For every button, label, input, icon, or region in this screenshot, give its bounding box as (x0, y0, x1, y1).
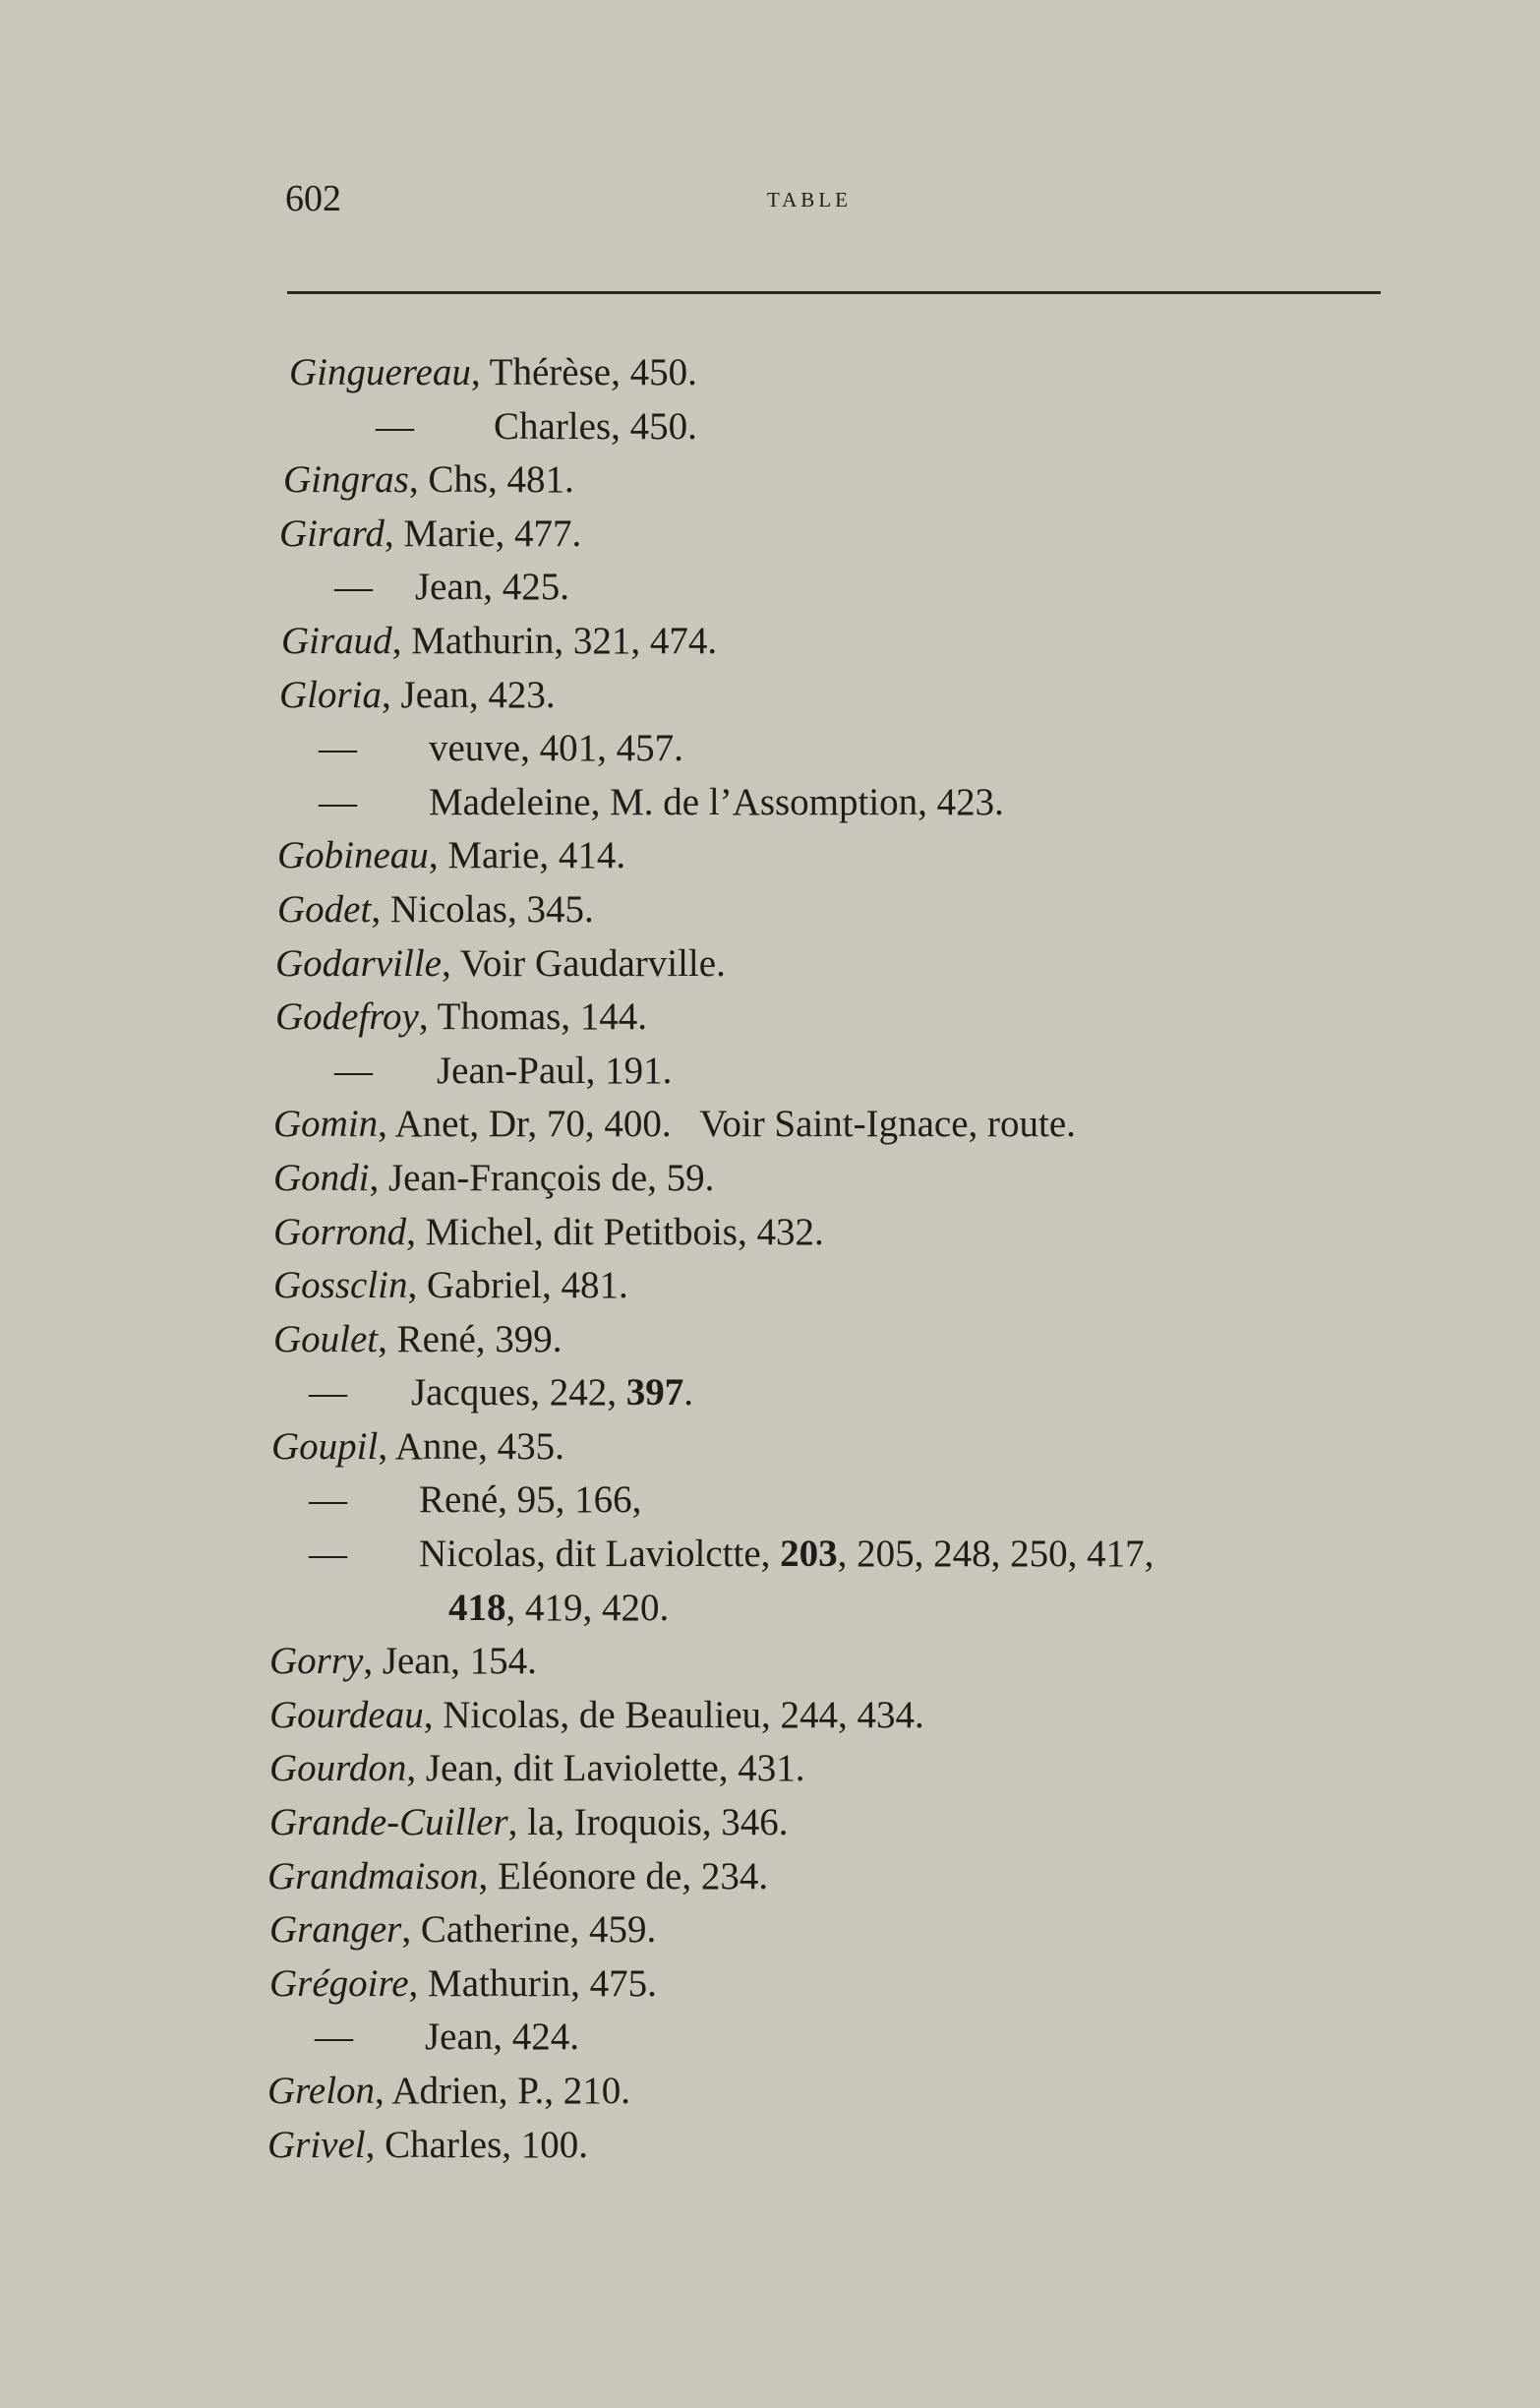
index-entry (266, 1742, 1367, 1796)
index-entry (266, 1420, 1367, 1475)
index-entry (266, 1850, 1367, 1904)
entry-surname: Gondi (273, 1156, 370, 1199)
index-entry (266, 400, 1367, 454)
entry-surname: Grégoire (269, 1961, 409, 2005)
entry-details: Madeleine, M. de l’Assomption, 423. (429, 780, 1004, 823)
entry-details: , Marie, 414. (428, 834, 626, 877)
entry-details: , Eléonore de, 234. (478, 1854, 769, 1897)
entry-surname: Gorry (269, 1640, 364, 1683)
entry-surname: Gourdon (269, 1747, 407, 1790)
index-entry (266, 2065, 1367, 2119)
entry-surname: Gorrond (273, 1210, 407, 1253)
entry-details: , Nicolas, 345. (371, 887, 594, 931)
entry-bold-page: 418 (448, 1586, 506, 1629)
entry-details: René, 95, 166, (419, 1478, 642, 1522)
index-entry (266, 722, 1367, 776)
entry-surname: Ginguereau (289, 351, 471, 393)
entry-dash: — (334, 1049, 373, 1092)
entry-surname: Gobineau (277, 834, 429, 877)
entry-details: , Anne, 435. (378, 1424, 564, 1468)
entry-details: Charles, 450. (494, 404, 697, 448)
entry-details: , la, Iroquois, 346. (507, 1801, 789, 1844)
entry-details: , Jean, dit Laviolette, 431. (406, 1747, 805, 1790)
entry-details: , Adrien, P., 210. (375, 2070, 631, 2112)
index-entry (266, 1635, 1367, 1689)
entry-dash: — (309, 1371, 347, 1415)
index-entry (266, 669, 1367, 723)
entry-surname: Granger (269, 1908, 402, 1952)
index-entry (266, 561, 1367, 615)
entry-surname: Girard (279, 512, 385, 555)
entry-details: Jean-Paul, 191. (437, 1049, 673, 1092)
entry-details: , Jean, 154. (363, 1640, 537, 1683)
index-entry-continuation (266, 1582, 1367, 1636)
entry-details: , René, 399. (378, 1317, 563, 1360)
entry-surname: Gingras (283, 458, 409, 502)
index-entry (266, 453, 1367, 508)
entry-details: Jean, 425. (415, 566, 570, 609)
entry-details: , Voir Gaudarville. (441, 941, 726, 985)
entry-surname: Grelon (267, 2070, 376, 2112)
entry-surname: Gomin (273, 1103, 379, 1146)
index-entry (266, 776, 1367, 830)
entry-surname: Gourdeau (269, 1693, 424, 1736)
entry-dash: — (319, 727, 357, 770)
entry-details: , Chs, 481. (408, 458, 574, 502)
entry-surname: Grivel (267, 2123, 366, 2166)
entry-details: , Nicolas, de Beaulieu, 244, 434. (423, 1693, 924, 1736)
index-entry (266, 1474, 1367, 1528)
entry-details-after: , 419, 420. (505, 1586, 670, 1629)
index-entry (266, 883, 1367, 937)
entry-details: Nicolas, dit Laviolctte, (419, 1533, 781, 1576)
entry-details-after: , 205, 248, 250, 417, (837, 1533, 1155, 1576)
index-entry (266, 1366, 1367, 1420)
index-entry (266, 1796, 1367, 1850)
entry-details: veuve, 401, 457. (429, 727, 683, 770)
index-entry (266, 991, 1367, 1045)
header-rule (287, 291, 1381, 294)
index-entry (266, 615, 1367, 669)
page-header (285, 177, 1383, 236)
entry-surname: Goulet (273, 1317, 379, 1360)
index-entry (266, 1152, 1367, 1206)
entry-dash: — (309, 1533, 347, 1576)
index-entry (266, 1259, 1367, 1313)
entry-details: , Mathurin, 475. (408, 1961, 657, 2005)
entry-surname: Giraud (281, 619, 392, 662)
entry-details: , Catherine, 459. (401, 1908, 657, 1952)
entry-dash: — (315, 2016, 353, 2059)
entry-dash: — (376, 404, 414, 448)
entry-details: , Thérèse, 450. (470, 351, 697, 393)
entry-details: , Anet, Dr, 70, 400. Voir Saint-Ignace, route. (378, 1103, 1076, 1146)
entry-surname: Godefroy (275, 995, 419, 1039)
entry-details: , Thomas, 144. (418, 995, 648, 1039)
entry-details: , Gabriel, 481. (407, 1264, 628, 1307)
page-number: 602 (285, 178, 341, 219)
entry-surname: Godarville (275, 941, 442, 985)
entry-surname: Grande-Cuiller (269, 1801, 508, 1844)
entry-details: Jean, 424. (425, 2016, 580, 2059)
entry-details: , Marie, 477. (384, 512, 582, 555)
entry-bold-page: 397 (625, 1371, 684, 1415)
index-entries (266, 346, 1367, 2172)
index-entry (266, 1528, 1367, 1582)
entry-details: , Michel, dit Petitbois, 432. (406, 1210, 824, 1253)
index-entry (266, 1045, 1367, 1099)
index-entry (266, 937, 1367, 992)
entry-dash: — (334, 566, 373, 609)
index-entry (266, 1313, 1367, 1367)
index-entry (266, 2119, 1367, 2173)
index-entry (266, 1689, 1367, 1743)
running-head: table (767, 181, 852, 213)
entry-details: , Jean-François de, 59. (369, 1156, 715, 1199)
index-entry (266, 1903, 1367, 1957)
entry-surname: Grandmaison (267, 1854, 479, 1897)
entry-details-after: . (683, 1371, 694, 1415)
entry-dash: — (309, 1478, 347, 1522)
entry-surname: Gossclin (273, 1264, 408, 1307)
entry-details: , Jean, 423. (382, 673, 556, 716)
entry-details: Jacques, 242, (411, 1371, 626, 1415)
index-entry (266, 829, 1367, 883)
index-entry (266, 1098, 1367, 1152)
entry-surname: Godet (277, 887, 372, 931)
entry-bold-page: 203 (780, 1533, 838, 1576)
entry-dash: — (319, 780, 357, 823)
entry-details: , Mathurin, 321, 474. (391, 619, 718, 662)
index-entry (266, 1206, 1367, 1260)
index-entry (266, 2011, 1367, 2065)
index-entry (266, 508, 1367, 562)
index-entry (266, 346, 1367, 400)
index-entry (266, 1957, 1367, 2012)
entry-surname: Goupil (271, 1424, 379, 1468)
entry-details: , Charles, 100. (365, 2123, 589, 2166)
entry-surname: Gloria (279, 673, 383, 716)
